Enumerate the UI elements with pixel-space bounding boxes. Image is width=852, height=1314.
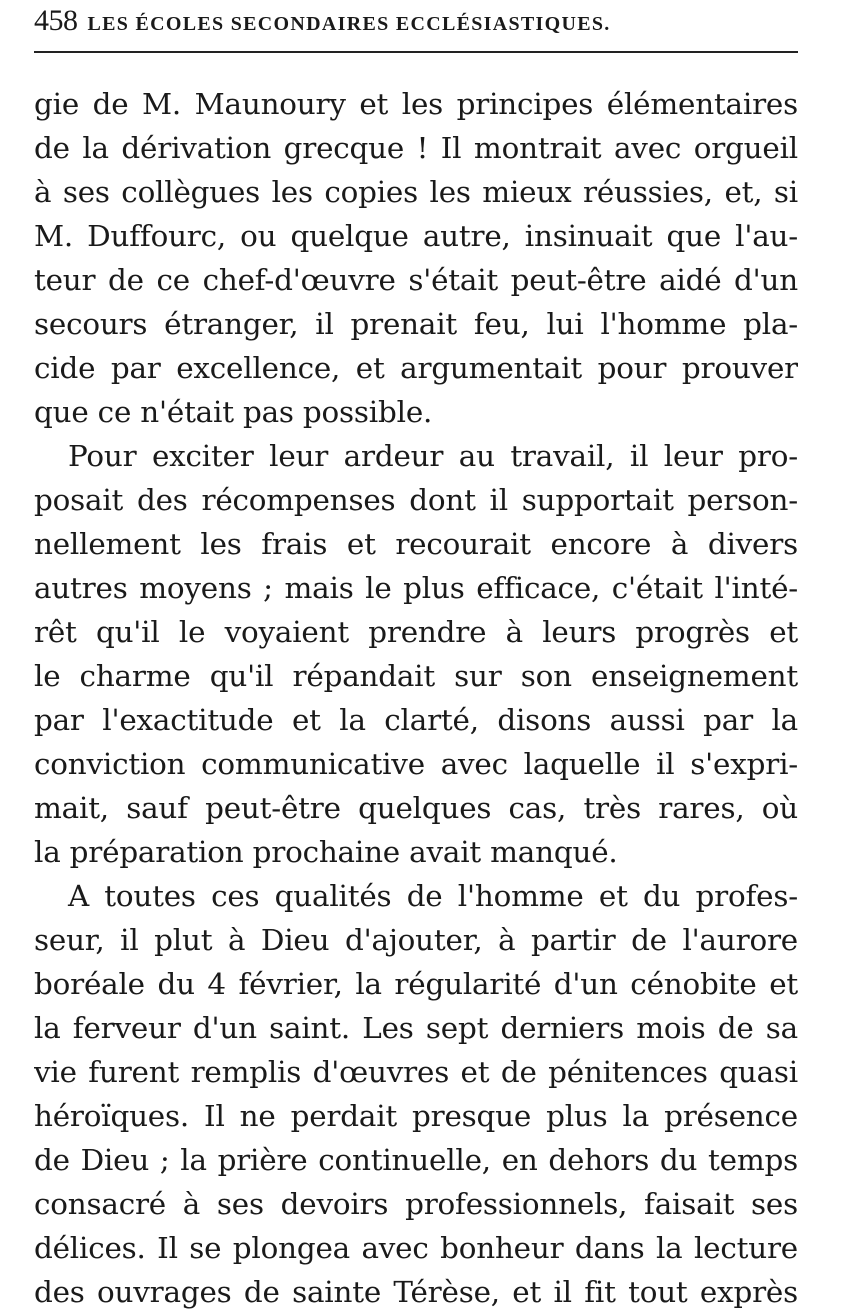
body-text: [34, 82, 798, 1314]
text-line: boréale du 4 février, la régularité d'un cénobite et: [34, 967, 798, 1001]
text-line: gie de M. Maunoury et les principes élémentaires: [34, 87, 798, 121]
header-rule: [34, 51, 798, 53]
text-line: de Dieu ; la prière continuelle, en dehors du temps: [34, 1143, 798, 1177]
text-line: autres moyens ; mais le plus efficace, c'était l'inté-: [34, 571, 798, 605]
running-head: [34, 4, 800, 44]
text-line: teur de ce chef-d'œuvre s'était peut-être aidé d'un: [34, 263, 798, 297]
text-line: seur, il plut à Dieu d'ajouter, à partir de l'aurore: [34, 923, 798, 957]
text-line: le charme qu'il répandait sur son enseignement: [34, 659, 798, 693]
text-line: conviction communicative avec laquelle il s'expri-: [34, 747, 798, 781]
text-line: vie furent remplis d'œuvres et de pénitences quasi: [34, 1055, 798, 1089]
text-line: délices. Il se plongea avec bonheur dans la lecture: [34, 1231, 798, 1265]
text-line: Pour exciter leur ardeur au travail, il leur pro-: [68, 439, 798, 473]
text-line: des ouvrages de sainte Térèse, et il fit tout exprès: [34, 1275, 798, 1309]
text-line: A toutes ces qualités de l'homme et du profes-: [68, 879, 798, 913]
text-line: la ferveur d'un saint. Les sept derniers mois de sa: [34, 1011, 798, 1045]
text-line: de la dérivation grecque ! Il montrait avec orgueil: [34, 131, 798, 165]
page-number: 458: [34, 4, 78, 37]
text-line: à ses collègues les copies les mieux réussies, et, si: [34, 175, 798, 209]
text-line: la préparation prochaine avait manqué.: [34, 835, 618, 869]
text-line: que ce n'était pas possible.: [34, 395, 433, 429]
text-line: consacré à ses devoirs professionnels, faisait ses: [34, 1187, 798, 1221]
text-line: secours étranger, il prenait feu, lui l'homme pla-: [34, 307, 798, 341]
running-title: LES ÉCOLES SECONDAIRES ECCLÉSIASTIQUES.: [87, 13, 611, 35]
text-line: M. Duffourc, ou quelque autre, insinuait que l'au-: [34, 219, 798, 253]
text-line: rêt qu'il le voyaient prendre à leurs progrès et: [34, 615, 798, 649]
text-line: cide par excellence, et argumentait pour prouver: [34, 351, 798, 385]
text-line: mait, sauf peut-être quelques cas, très rares, où: [34, 791, 798, 825]
text-line: nellement les frais et recourait encore à divers: [34, 527, 798, 561]
text-line: posait des récompenses dont il supportait person-: [34, 483, 798, 517]
text-line: héroïques. Il ne perdait presque plus la présence: [34, 1099, 798, 1133]
text-line: par l'exactitude et la clarté, disons aussi par la: [34, 703, 798, 737]
